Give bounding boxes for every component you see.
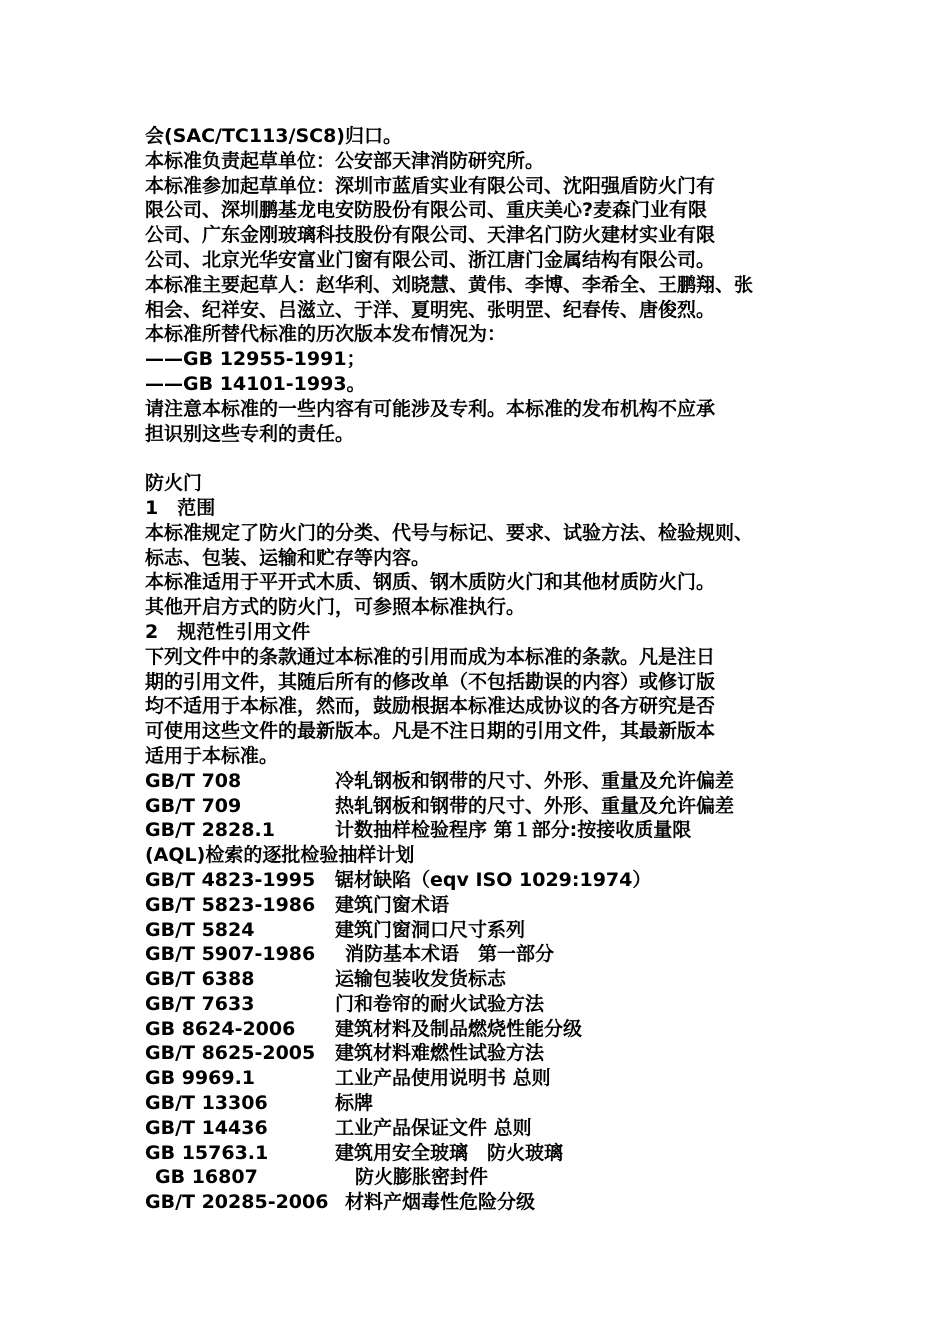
reference-row — [145, 1165, 835, 1190]
reference-code: GB/T 5823-1986 — [145, 893, 316, 916]
paragraph-line: 下列文件中的条款通过本标准的引用而成为本标准的条款。凡是注日 — [145, 645, 716, 668]
paragraph-line: 均不适用于本标准，然而，鼓励根据本标准达成协议的各方研究是否 — [145, 695, 716, 718]
reference-row — [145, 769, 835, 794]
reference-title: 门和卷帘的耐火试验方法 — [335, 992, 545, 1015]
paragraph-line: 可使用这些文件的最新版本。凡是不注日期的引用文件，其最新版本 — [145, 720, 716, 743]
paragraph-line: 期的引用文件，其随后所有的修改单（不包括勘误的内容）或修订版 — [145, 670, 716, 693]
preface-line: 担识别这些专利的责任。 — [145, 422, 355, 445]
reference-row — [145, 794, 835, 819]
reference-title: 建筑材料及制品燃烧性能分级 — [335, 1017, 583, 1040]
reference-row — [145, 1116, 835, 1141]
reference-row — [145, 918, 835, 943]
spacer — [145, 446, 835, 471]
reference-code: GB/T 8625-2005 — [145, 1042, 316, 1065]
reference-title: 建筑门窗洞口尺寸系列 — [335, 918, 526, 941]
preface-line: 公司、广东金刚玻璃科技股份有限公司、天津名门防火建材实业有限 — [145, 224, 716, 247]
paragraph-line: 本标准规定了防火门的分类、代号与标记、要求、试验方法、检验规则、 — [145, 521, 754, 544]
reference-title: 消防基本术语 第一部分 — [345, 943, 555, 966]
reference-code: GB/T 708 — [145, 769, 242, 792]
reference-code: GB/T 13306 — [145, 1092, 268, 1115]
reference-code: GB/T 7633 — [145, 992, 255, 1015]
reference-code: GB 8624-2006 — [145, 1017, 296, 1040]
reference-code: GB 16807 — [155, 1166, 258, 1189]
reference-title: 建筑材料难燃性试验方法 — [335, 1042, 545, 1065]
reference-row — [145, 1190, 835, 1215]
reference-row — [145, 942, 835, 967]
reference-row — [145, 1066, 835, 1091]
preface-line: 本标准主要起草人：赵华利、刘晓慧、黄伟、李博、李希全、王鹏翔、张 — [145, 273, 754, 296]
preface-line: 本标准负责起草单位：公安部天津消防研究所。 — [145, 149, 545, 172]
reference-row — [145, 893, 835, 918]
reference-title: 冷轧钢板和钢带的尺寸、外形、重量及允许偏差 — [335, 769, 735, 792]
preface-line: 会(SAC/TC113/SC8)归口。 — [145, 125, 402, 147]
reference-title: 标牌 — [335, 1092, 374, 1115]
reference-title: 锯材缺陷（eqv ISO 1029:1974） — [335, 868, 652, 891]
paragraph-line: 适用于本标准。 — [145, 744, 279, 767]
reference-code: GB/T 14436 — [145, 1116, 268, 1139]
reference-code: GB/T 5824 — [145, 918, 255, 941]
reference-row — [145, 1091, 835, 1116]
section-scope — [145, 496, 835, 620]
section-normative-references — [145, 620, 835, 1215]
reference-row — [145, 967, 835, 992]
reference-code: GB/T 5907-1986 — [145, 943, 316, 966]
reference-code: GB/T 4823-1995 — [145, 868, 316, 891]
reference-title: 建筑用安全玻璃 防火玻璃 — [335, 1141, 564, 1164]
paragraph-line: 本标准适用于平开式木质、钢质、钢木质防火门和其他材质防火门。 — [145, 571, 716, 594]
paragraph-line: 其他开启方式的防火门，可参照本标准执行。 — [145, 596, 526, 619]
paragraph-line: 标志、包装、运输和贮存等内容。 — [145, 546, 431, 569]
reference-title-continuation: (AQL)检索的逐批检验抽样计划 — [145, 844, 415, 867]
reference-row — [145, 1141, 835, 1166]
reference-title: 材料产烟毒性危险分级 — [345, 1191, 536, 1214]
preface-line: 限公司、深圳鹏基龙电安防股份有限公司、重庆美心?麦森门业有限 — [145, 199, 708, 222]
preface-line: 请注意本标准的一些内容有可能涉及专利。本标准的发布机构不应承 — [145, 397, 716, 420]
reference-title: 工业产品使用说明书 总则 — [335, 1067, 551, 1090]
reference-title: 工业产品保证文件 总则 — [335, 1116, 532, 1139]
reference-code: GB/T 6388 — [145, 968, 255, 991]
document-title: 防火门 — [145, 472, 203, 495]
preface-line: ——GB 12955-1991； — [145, 348, 366, 371]
reference-title: 建筑门窗术语 — [335, 893, 450, 916]
reference-title: 防火膨胀密封件 — [355, 1166, 489, 1189]
reference-row — [145, 992, 835, 1017]
preface-line: 公司、北京光华安富业门窗有限公司、浙江唐门金属结构有限公司。 — [145, 248, 716, 271]
preface-line: ——GB 14101-1993。 — [145, 372, 366, 395]
reference-title: 运输包装收发货标志 — [335, 968, 507, 991]
reference-row — [145, 1041, 835, 1066]
reference-row — [145, 1017, 835, 1042]
reference-title: 热轧钢板和钢带的尺寸、外形、重量及允许偏差 — [335, 794, 735, 817]
reference-code: GB/T 20285-2006 — [145, 1191, 329, 1214]
preface-block — [145, 124, 835, 446]
preface-line: 相会、纪祥安、吕滋立、于洋、夏明宪、张明罡、纪春传、唐俊烈。 — [145, 298, 716, 321]
reference-code: GB 15763.1 — [145, 1141, 269, 1164]
reference-code: GB/T 709 — [145, 794, 242, 817]
section-heading: 2 规范性引用文件 — [145, 620, 311, 643]
preface-line: 本标准参加起草单位：深圳市蓝盾实业有限公司、沈阳强盾防火门有 — [145, 174, 716, 197]
reference-code: GB 9969.1 — [145, 1067, 256, 1090]
reference-row — [145, 818, 835, 843]
document-page — [145, 124, 835, 1215]
reference-title: 计数抽样检验程序 第１部分:按接收质量限 — [335, 819, 692, 842]
reference-row — [145, 868, 835, 893]
reference-code: GB/T 2828.1 — [145, 819, 275, 842]
preface-line: 本标准所替代标准的历次版本发布情况为： — [145, 323, 507, 346]
section-heading: 1 范围 — [145, 496, 216, 519]
